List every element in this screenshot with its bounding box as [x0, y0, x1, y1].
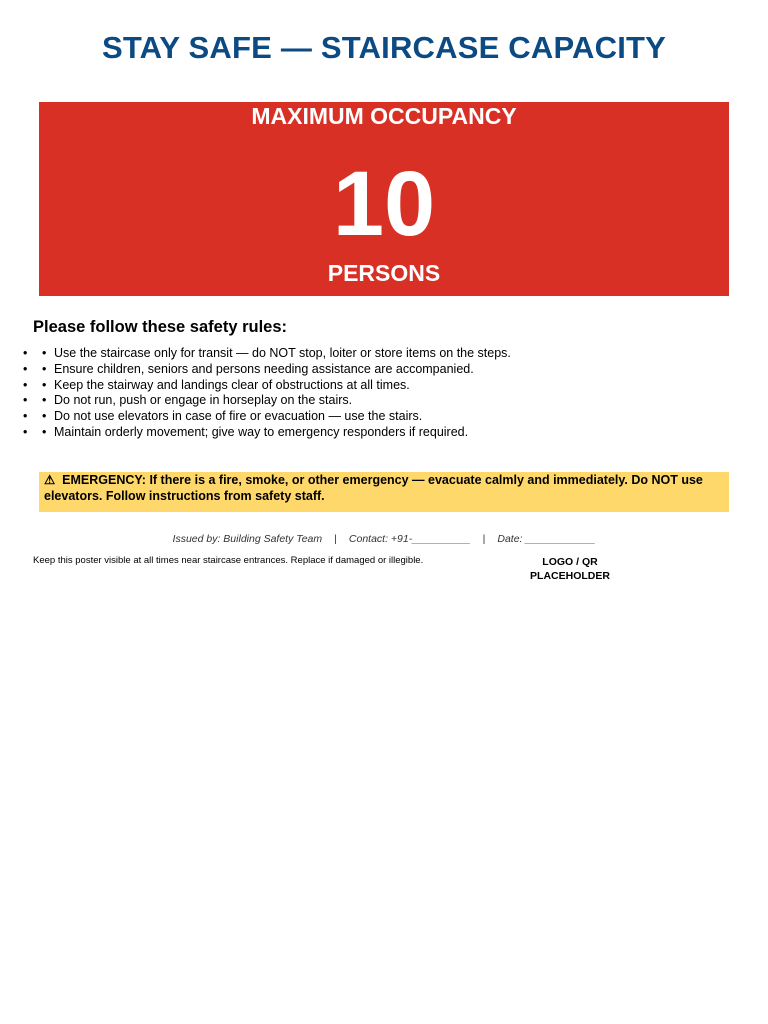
rules-list: [23, 346, 743, 441]
rule-text: Maintain orderly movement; give way to emergency responders if required.: [54, 424, 469, 439]
rule-text: Keep the stairway and landings clear of obstructions at all times.: [54, 377, 410, 392]
bullet-outer: •: [23, 361, 28, 376]
rule-text: Do not run, push or engage in horseplay on the stairs.: [54, 393, 353, 408]
logo-placeholder-line: LOGO / QR: [542, 556, 598, 568]
list-item: [23, 409, 743, 425]
bullet-inner: •: [42, 393, 47, 408]
footer-separator: |: [334, 533, 337, 545]
bullet-outer: •: [23, 346, 28, 360]
bullet-outer: •: [23, 377, 28, 392]
bullet-outer: •: [23, 424, 28, 439]
poster-note: Keep this poster visible at all times near staircase entrances. Replace if damaged or illegible.: [33, 555, 424, 566]
warning-icon: ⚠: [44, 473, 56, 487]
contact-field: Contact: +91-__________: [348, 533, 471, 545]
issuer-footer: [0, 533, 768, 545]
issued-by: Issued by: Building Safety Team: [172, 533, 323, 545]
list-item: [23, 362, 743, 378]
rule-text: Use the staircase only for transit — do NOT stop, loiter or store items on the steps.: [54, 346, 511, 360]
rule-text: Ensure children, seniors and persons needing assistance are accompanied.: [54, 361, 474, 376]
occupancy-panel: [39, 102, 729, 296]
date-field: Date: ____________: [497, 533, 596, 545]
occupancy-heading: MAXIMUM OCCUPANCY: [251, 103, 517, 129]
bullet-inner: •: [42, 361, 47, 376]
rule-text: Do not use elevators in case of fire or evacuation — use the stairs.: [54, 409, 423, 424]
poster-title: STAY SAFE — STAIRCASE CAPACITY: [101, 30, 667, 65]
bullet-inner: •: [42, 377, 47, 392]
emergency-banner: [39, 472, 729, 512]
list-item: [23, 346, 743, 362]
rules-heading: Please follow these safety rules:: [33, 318, 288, 336]
logo-qr-placeholder: [515, 555, 625, 583]
bullet-inner: •: [42, 346, 47, 360]
bullet-inner: •: [42, 409, 47, 424]
footer-separator: |: [482, 533, 486, 545]
bullet-inner: •: [42, 424, 47, 439]
emergency-text: EMERGENCY: If there is a fire, smoke, or other emergency — evacuate calmly and immediately. Do NOT use elevators. Follow instructions from safety staff.: [44, 473, 703, 503]
bullet-outer: •: [23, 393, 28, 408]
list-item: [23, 425, 743, 441]
occupancy-number: 10: [332, 153, 436, 255]
list-item: [23, 393, 743, 409]
logo-placeholder-line: PLACEHOLDER: [530, 570, 610, 582]
bullet-outer: •: [23, 409, 28, 424]
occupancy-unit: PERSONS: [327, 260, 441, 286]
list-item: [23, 378, 743, 394]
